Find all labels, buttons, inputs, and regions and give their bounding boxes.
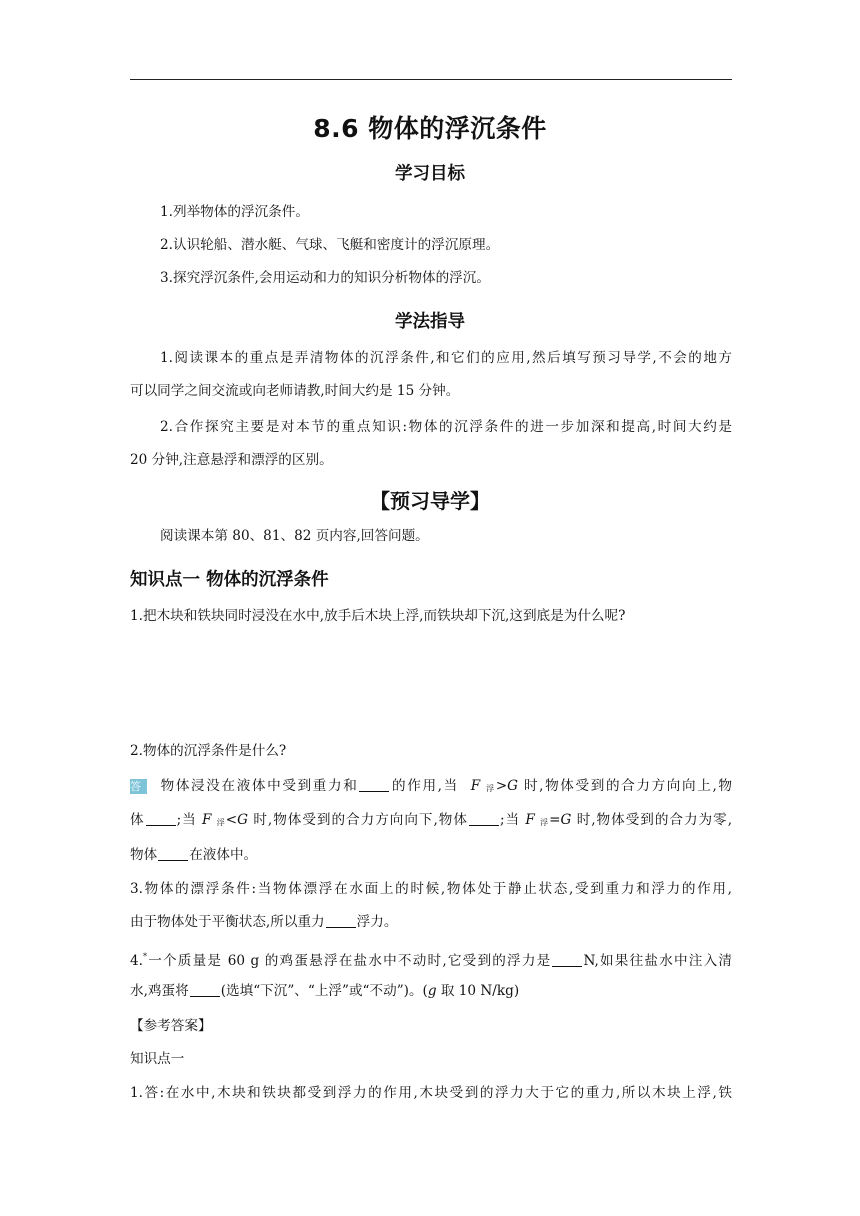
objectives-heading: 学习目标 (395, 164, 465, 184)
preview-intro: 阅读课本第 80、81、82 页内容,回答问题。 (160, 528, 429, 544)
preview-heading: 【预习导学】 (370, 489, 490, 513)
page-title: 8.6 物体的浮沉条件 (313, 114, 547, 143)
question-4-line-2: 水,鸡蛋将 (选填“下沉”、“上浮”或“不动”)。(g 取 10 N/kg) (130, 983, 520, 999)
reference-answers-subheading: 知识点一 (130, 1051, 185, 1067)
header-rule (130, 79, 732, 80)
answer-line-3: 物体 在液体中。 (130, 847, 258, 863)
question-4-line-1: 4.*一个质量是 60 g 的鸡蛋悬浮在盐水中不动时,它受到的浮力是 N,如果往盐水中注入清 (130, 952, 732, 969)
reference-answers-heading: 【参考答案】 (130, 1018, 212, 1034)
method-paragraph-1-line-1: 1.阅读课本的重点是弄清物体的沉浮条件,和它们的应用,然后填写预习导学,不会的地方 (160, 350, 732, 366)
answer-blank-force[interactable] (359, 777, 389, 792)
question-2: 2.物体的沉浮条件是什么? (130, 743, 287, 759)
question-1: 1.把木块和铁块同时浸没在水中,放手后木块上浮,而铁块却下沉,这到底是为什么呢? (130, 608, 626, 624)
reference-answer-1: 1.答:在水中,木块和铁块都受到浮力的作用,木块受到的浮力大于它的重力,所以木块上浮,铁 (130, 1085, 732, 1101)
method-paragraph-2-line-1: 2.合作探究主要是对本节的重点知识:物体的沉浮条件的进一步加深和提高,时间大约是 (160, 419, 732, 435)
question-3-line-1: 3.物体的漂浮条件:当物体漂浮在水面上的时候,物体处于静止状态,受到重力和浮力的作用, (130, 881, 732, 897)
answer-line-1: 答 物体浸没在液体中受到重力和 的作用,当 F $_浮$>G 时,物体受到的合力方向向上,物 (130, 778, 732, 794)
answer-icon: 答 (130, 779, 147, 794)
question-4-blank-force[interactable] (552, 952, 582, 967)
method-paragraph-2-line-2: 20 分钟,注意悬浮和漂浮的区别。 (130, 452, 333, 468)
answer-line-2: 体 ;当 F $_浮$<G 时,物体受到的合力方向向下,物体 ;当 F $_浮$=G 时,物体受到的合力为零, (130, 812, 733, 828)
objective-item-2: 2.认识轮船、潜水艇、气球、飞艇和密度计的浮沉原理。 (160, 237, 500, 253)
knowledge-point-heading: 知识点一 物体的沉浮条件 (130, 570, 329, 590)
question-3-blank[interactable] (326, 913, 356, 928)
method-paragraph-1-line-2: 可以同学之间交流或向老师请教,时间大约是 15 分钟。 (130, 383, 460, 399)
question-4-blank-state[interactable] (190, 982, 220, 997)
answer-blank-sink[interactable] (469, 811, 499, 826)
answer-blank-suspend[interactable] (158, 846, 188, 861)
answer-blank-rise[interactable] (146, 811, 176, 826)
objective-item-3: 3.探究浮沉条件,会用运动和力的知识分析物体的浮沉。 (160, 270, 490, 286)
method-heading: 学法指导 (395, 312, 465, 332)
objective-item-1: 1.列举物体的浮沉条件。 (160, 204, 309, 220)
question-3-line-2: 由于物体处于平衡状态,所以重力 浮力。 (130, 914, 398, 930)
